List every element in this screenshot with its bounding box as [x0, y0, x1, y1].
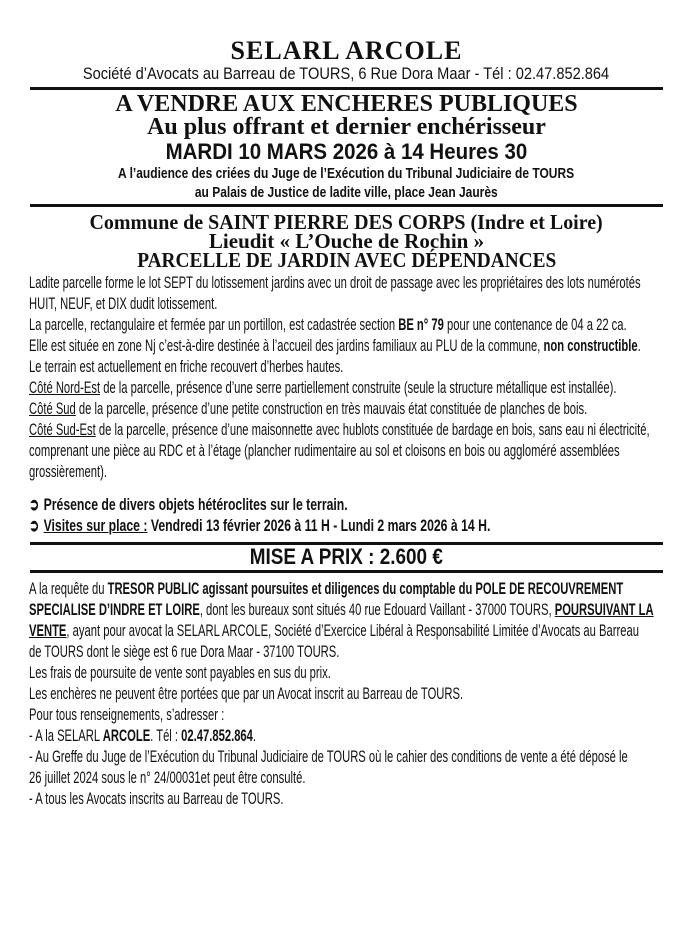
contact-firm: - A la SELARL ARCOLE. Tél : 02.47.852.864.: [29, 726, 257, 745]
commune-heading: Commune de SAINT PIERRE DES CORPS (Indre et Loire): [89, 210, 604, 234]
property-type: PARCELLE DE JARDIN AVEC DÉPENDANCES: [136, 248, 557, 272]
procedure-text: A la requête du TRESOR PUBLIC agissant poursuites et diligences du comptable du POLE DE RECOUVREMENT SPECIALISE D’INDRE ET LOIRE, dont les bureaux sont situés 40 rue Edouard Vaillant - 37000 TOURS, POURSUIVANT LA VENTE, ayant pour avocat la SELARL ARCOLE, Société d’Exercice Libéral à Responsabilité Limitée d’Avocats au Barreau de TOURS dont le siège est 6 rue Dora Maar - 37100 TOURS. Les frais de poursuite de vente sont payables en sus du prix. Les enchères ne peuvent être portées que par un Avocat inscrit au Barreau de TOURS. Pour tous renseignements, s’adresser : - A la SELARL ARCOLE. Tél : 02.47.852.864. - Au Greffe du Juge de l’Exécution du Tribunal Judiciaire de TOURS où le cahier des conditions de vente a été déposé le 26 juillet 2024 sous le n° 24/00031et peut être consulté. - A tous les Avocats inscrits au Barreau de TOURS.: [29, 579, 654, 808]
sale-title: A VENDRE AUX ENCHERES PUBLIQUES: [115, 91, 578, 117]
arrow-icon: ➲: [29, 495, 40, 514]
side-label-ne: Côté Nord-Est: [29, 378, 101, 397]
property-description: Ladite parcelle forme le lot SEPT du lotissement jardins avec un droit de passage avec les propriétaires des lots numérotés HUIT, NEUF, et DIX dudit lotissement. La parcelle, rectangulaire et fermée par un portillon, est cadastrée section BE n° 79 pour une contenance de 04 a 22 ca. Elle est située en zone Nj c’est-à-dire destinée à l’accueil des jardins familiaux au PLU de la commune, non constructible. Le terrain est actuellement en friche recouvert d’herbes hautes. Côté Nord-Est de la parcelle, présence d’une serre partiellement construite (seule la structure métallique est installée). Côté Sud de la parcelle, présence d’une petite construction en très mauvais état constituée de planches de bois. Côté Sud-Est de la parcelle, présence d’une maisonnette avec hublots constituée de bardage en bois, sans eau ni électricité, comprenant une pièce au RDC et à l’étage (plancher rudimentaire au sol et cloisons en bois ou aggloméré assemblées grossièrement).: [29, 273, 650, 481]
sale-date: MARDI 10 MARS 2026 à 14 Heures 30: [165, 139, 528, 164]
firm-name: SELARL ARCOLE: [230, 36, 463, 65]
lieudit-heading: Lieudit « L’Ouche de Rochin »: [208, 229, 485, 253]
starting-price: MISE A PRIX : 2.600 €: [249, 544, 444, 569]
side-label-se: Côté Sud-Est: [29, 420, 96, 439]
phone-number: 02.47.852.864: [181, 726, 253, 745]
bullet-objects: ➲ Présence de divers objets hétéroclites sur le terrain.: [29, 495, 348, 514]
sale-subtitle: Au plus offrant et dernier enchérisseur: [147, 114, 546, 140]
bullet-visits: ➲ Visites sur place : Vendredi 13 février 2026 à 11 H - Lundi 2 mars 2026 à 14 H.: [29, 516, 491, 535]
divider: [30, 570, 663, 573]
palais-line: au Palais de Justice de ladite ville, place Jean Jaurès: [195, 184, 498, 201]
zoning-note: non constructible: [543, 336, 638, 355]
firm-subtitle: Société d’Avocats au Barreau de TOURS, 6 Rue Dora Maar - Tél : 02.47.852.864: [83, 64, 610, 83]
side-label-s: Côté Sud: [29, 399, 76, 418]
cadastre-ref: BE n° 79: [398, 315, 444, 334]
arrow-icon: ➲: [29, 516, 40, 535]
audience-line: A l’audience des criées du Juge de l’Exécution du Tribunal Judiciaire de TOURS: [118, 165, 575, 182]
